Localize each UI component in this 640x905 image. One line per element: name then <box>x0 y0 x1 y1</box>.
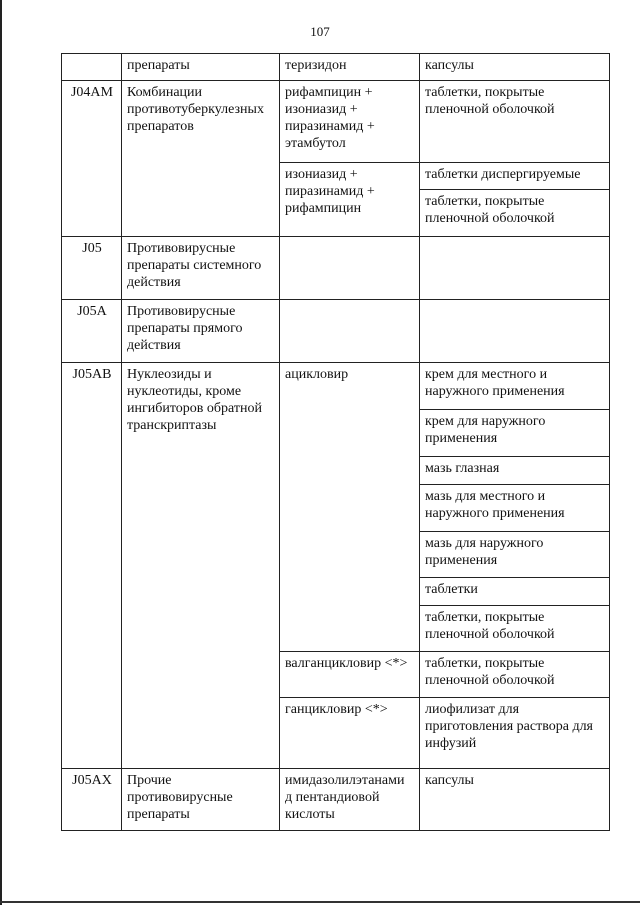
table-row <box>62 769 610 831</box>
drug-name-cell: валганцикловир <*> <box>280 652 420 698</box>
group-name-cell: Противовирусные препараты системного действия <box>122 237 280 300</box>
table-row <box>62 237 610 300</box>
drug-name-cell: теризидон <box>280 54 420 81</box>
table-row <box>62 363 610 410</box>
dosage-form-cell: мазь для местного и наружного применения <box>420 485 610 532</box>
table-row <box>62 54 610 81</box>
dosage-form-cell: таблетки, покрытые пленочной оболочкой <box>420 606 610 652</box>
group-name-cell: препараты <box>122 54 280 81</box>
dosage-form-cell: капсулы <box>420 769 610 831</box>
group-name-cell: Противовирусные препараты прямого действия <box>122 300 280 363</box>
drug-name-cell: ганцикловир <*> <box>280 698 420 769</box>
group-name-cell: Прочие противовирусные препараты <box>122 769 280 831</box>
atc-code-cell: J05AB <box>62 363 122 769</box>
table-row <box>62 300 610 363</box>
dosage-form-cell: крем для наружного применения <box>420 410 610 457</box>
dosage-form-cell: таблетки, покрытые пленочной оболочкой <box>420 81 610 163</box>
dosage-form-cell: мазь глазная <box>420 457 610 485</box>
dosage-form-cell: таблетки, покрытые пленочной оболочкой <box>420 652 610 698</box>
dosage-form-cell: крем для местного и наружного применения <box>420 363 610 410</box>
atc-code-cell: J05AX <box>62 769 122 831</box>
table-row <box>62 81 610 163</box>
dosage-form-cell <box>420 237 610 300</box>
drug-name-cell: ацикловир <box>280 363 420 652</box>
dosage-form-cell: таблетки, покрытые пленочной оболочкой <box>420 190 610 237</box>
drug-name-cell <box>280 237 420 300</box>
atc-code-cell: J04AM <box>62 81 122 237</box>
drug-name-cell: имидазолилэтанами д пентандиовой кислоты <box>280 769 420 831</box>
scan-edge-left <box>0 0 2 905</box>
atc-code-cell: J05 <box>62 237 122 300</box>
page-number: 107 <box>310 24 330 39</box>
drug-name-cell <box>280 300 420 363</box>
dosage-form-cell: мазь для наружного применения <box>420 532 610 578</box>
drug-name-cell: изониазид + пиразинамид + рифампицин <box>280 163 420 237</box>
group-name-cell: Нуклеозиды и нуклеотиды, кроме ингибиторов обратной транскриптазы <box>122 363 280 769</box>
drug-table <box>61 53 610 831</box>
dosage-form-cell: лиофилизат для приготовления раствора для инфузий <box>420 698 610 769</box>
dosage-form-cell: таблетки <box>420 578 610 606</box>
scan-edge-bottom <box>0 901 640 903</box>
drug-name-cell: рифампицин + изониазид + пиразинамид + этамбутол <box>280 81 420 163</box>
group-name-cell: Комбинации противотуберкулезных препаратов <box>122 81 280 237</box>
dosage-form-cell: капсулы <box>420 54 610 81</box>
dosage-form-cell: таблетки диспергируемые <box>420 163 610 190</box>
atc-code-cell <box>62 54 122 81</box>
atc-code-cell: J05A <box>62 300 122 363</box>
dosage-form-cell <box>420 300 610 363</box>
